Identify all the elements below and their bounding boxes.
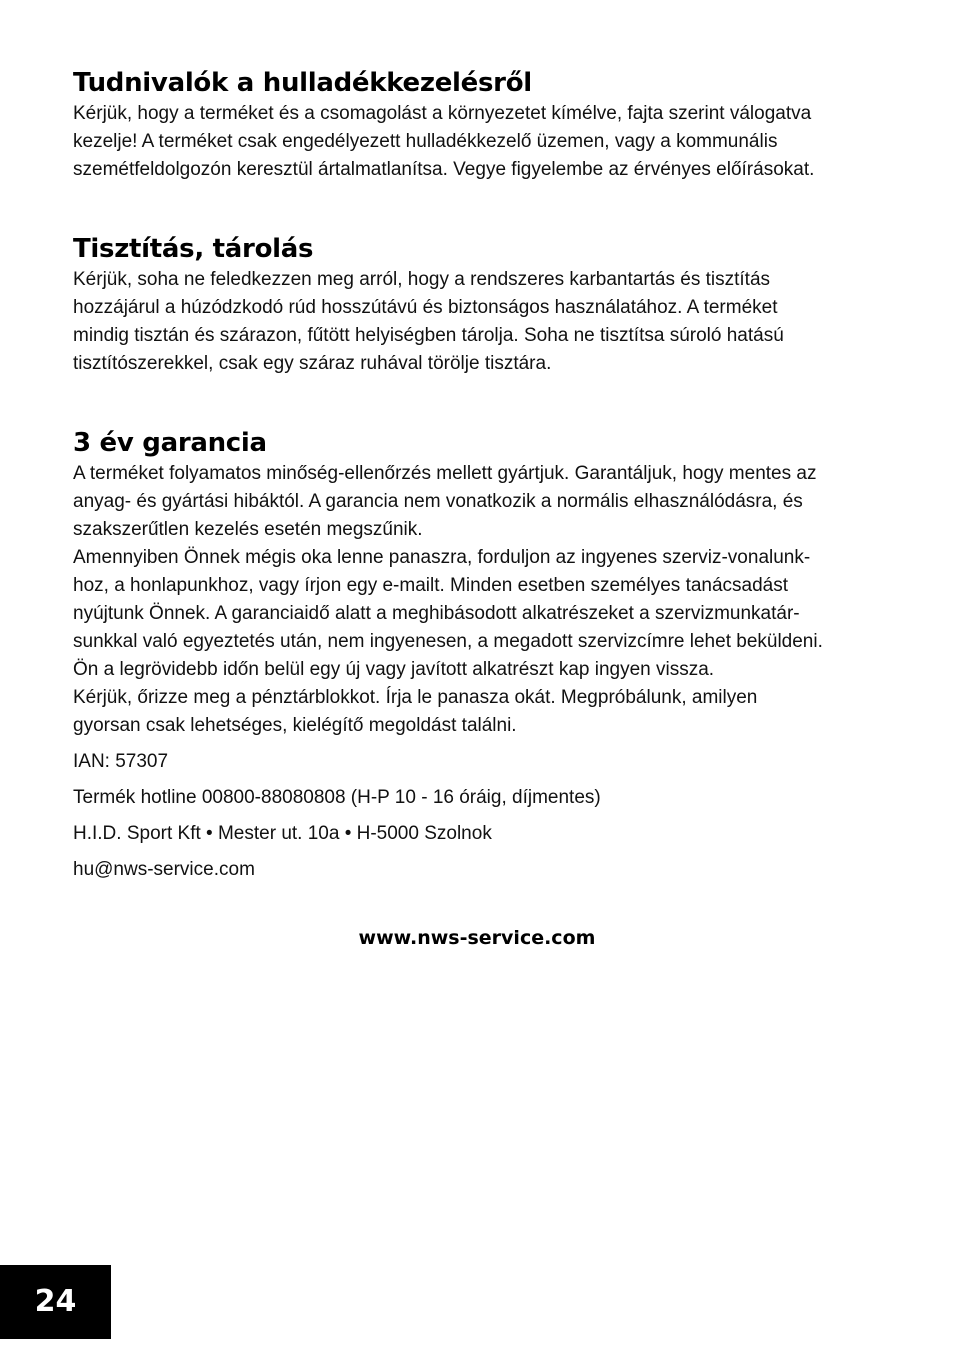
- company-address: H.I.D. Sport Kft • Mester ut. 10a • H-5000 Szolnok: [73, 823, 492, 844]
- section-disposal: [73, 66, 873, 184]
- ian-number: IAN: 57307: [73, 751, 169, 772]
- section-body-cleaning: Kérjük, soha ne feledkezzen meg arról, hogy a rendszeres karbantartás és tisztítás hozzájárul a húzódzkodó rúd hosszútávú és biztonságos használatához. A terméket mindig tisztán és szárazon, fűtött helyiségben tárolja. Soha ne tisztítsa súroló hatású tisztítószerekkel, csak egy száraz ruhával törölje tisztára.: [73, 269, 784, 374]
- section-body-warranty: A terméket folyamatos minőség-ellenőrzés mellett gyártjuk. Garantáljuk, hogy mentes az anyag- és gyártási hibáktól. A garancia nem vonatkozik a normális elhasználódásra, és szakszerűtlen kezelés esetén megszűnik. Amennyiben Önnek mégis oka lenne panaszra, forduljon az ingyenes szerviz-vonalunk- hoz, a honlapunkhoz, vagy írjon egy e-mailt. Minden esetben személyes tanácsadást nyújtunk Önnek. A garanciaidő alatt a meghibásodott alkatrészeket a szervizmunkatár- sunkkal való egyeztetés után, nem ingyenesen, a megadott szervizcímre lehet beküldeni. Ön a legrövidebb időn belül egy új vagy javított alkatrészt kap ingyen vissza. Kérjük, őrizze meg a pénztárblokkot. Írja le panasza okát. Megpróbálunk, amilyen gyorsan csak lehetséges, kielégítő megoldást találni.: [73, 463, 823, 736]
- section-warranty: [73, 426, 873, 740]
- hotline-text: Termék hotline 00800-88080808 (H-P 10 - 16 óráig, díjmentes): [73, 787, 601, 808]
- section-title-warranty: 3 év garancia: [73, 428, 267, 458]
- website-link[interactable]: www.nws-service.com: [358, 927, 596, 949]
- section-body-disposal: Kérjük, hogy a terméket és a csomagolást a környezetet kímélve, fajta szerint válogatva kezelje! A terméket csak engedélyezett hulladékkezelő üzemen, vagy a kommunális szemétfeldolgozón keresztül ártalmatlanítsa. Vegye figyelembe az érvényes előírásokat.: [73, 103, 815, 180]
- section-cleaning: [73, 232, 873, 378]
- section-title-cleaning: Tisztítás, tárolás: [73, 234, 314, 264]
- document-content: [73, 66, 873, 884]
- contact-email[interactable]: hu@nws-service.com: [73, 859, 255, 880]
- page-number-badge: 24: [0, 1265, 111, 1339]
- section-title-disposal: Tudnivalók a hulladékkezelésről: [73, 68, 532, 98]
